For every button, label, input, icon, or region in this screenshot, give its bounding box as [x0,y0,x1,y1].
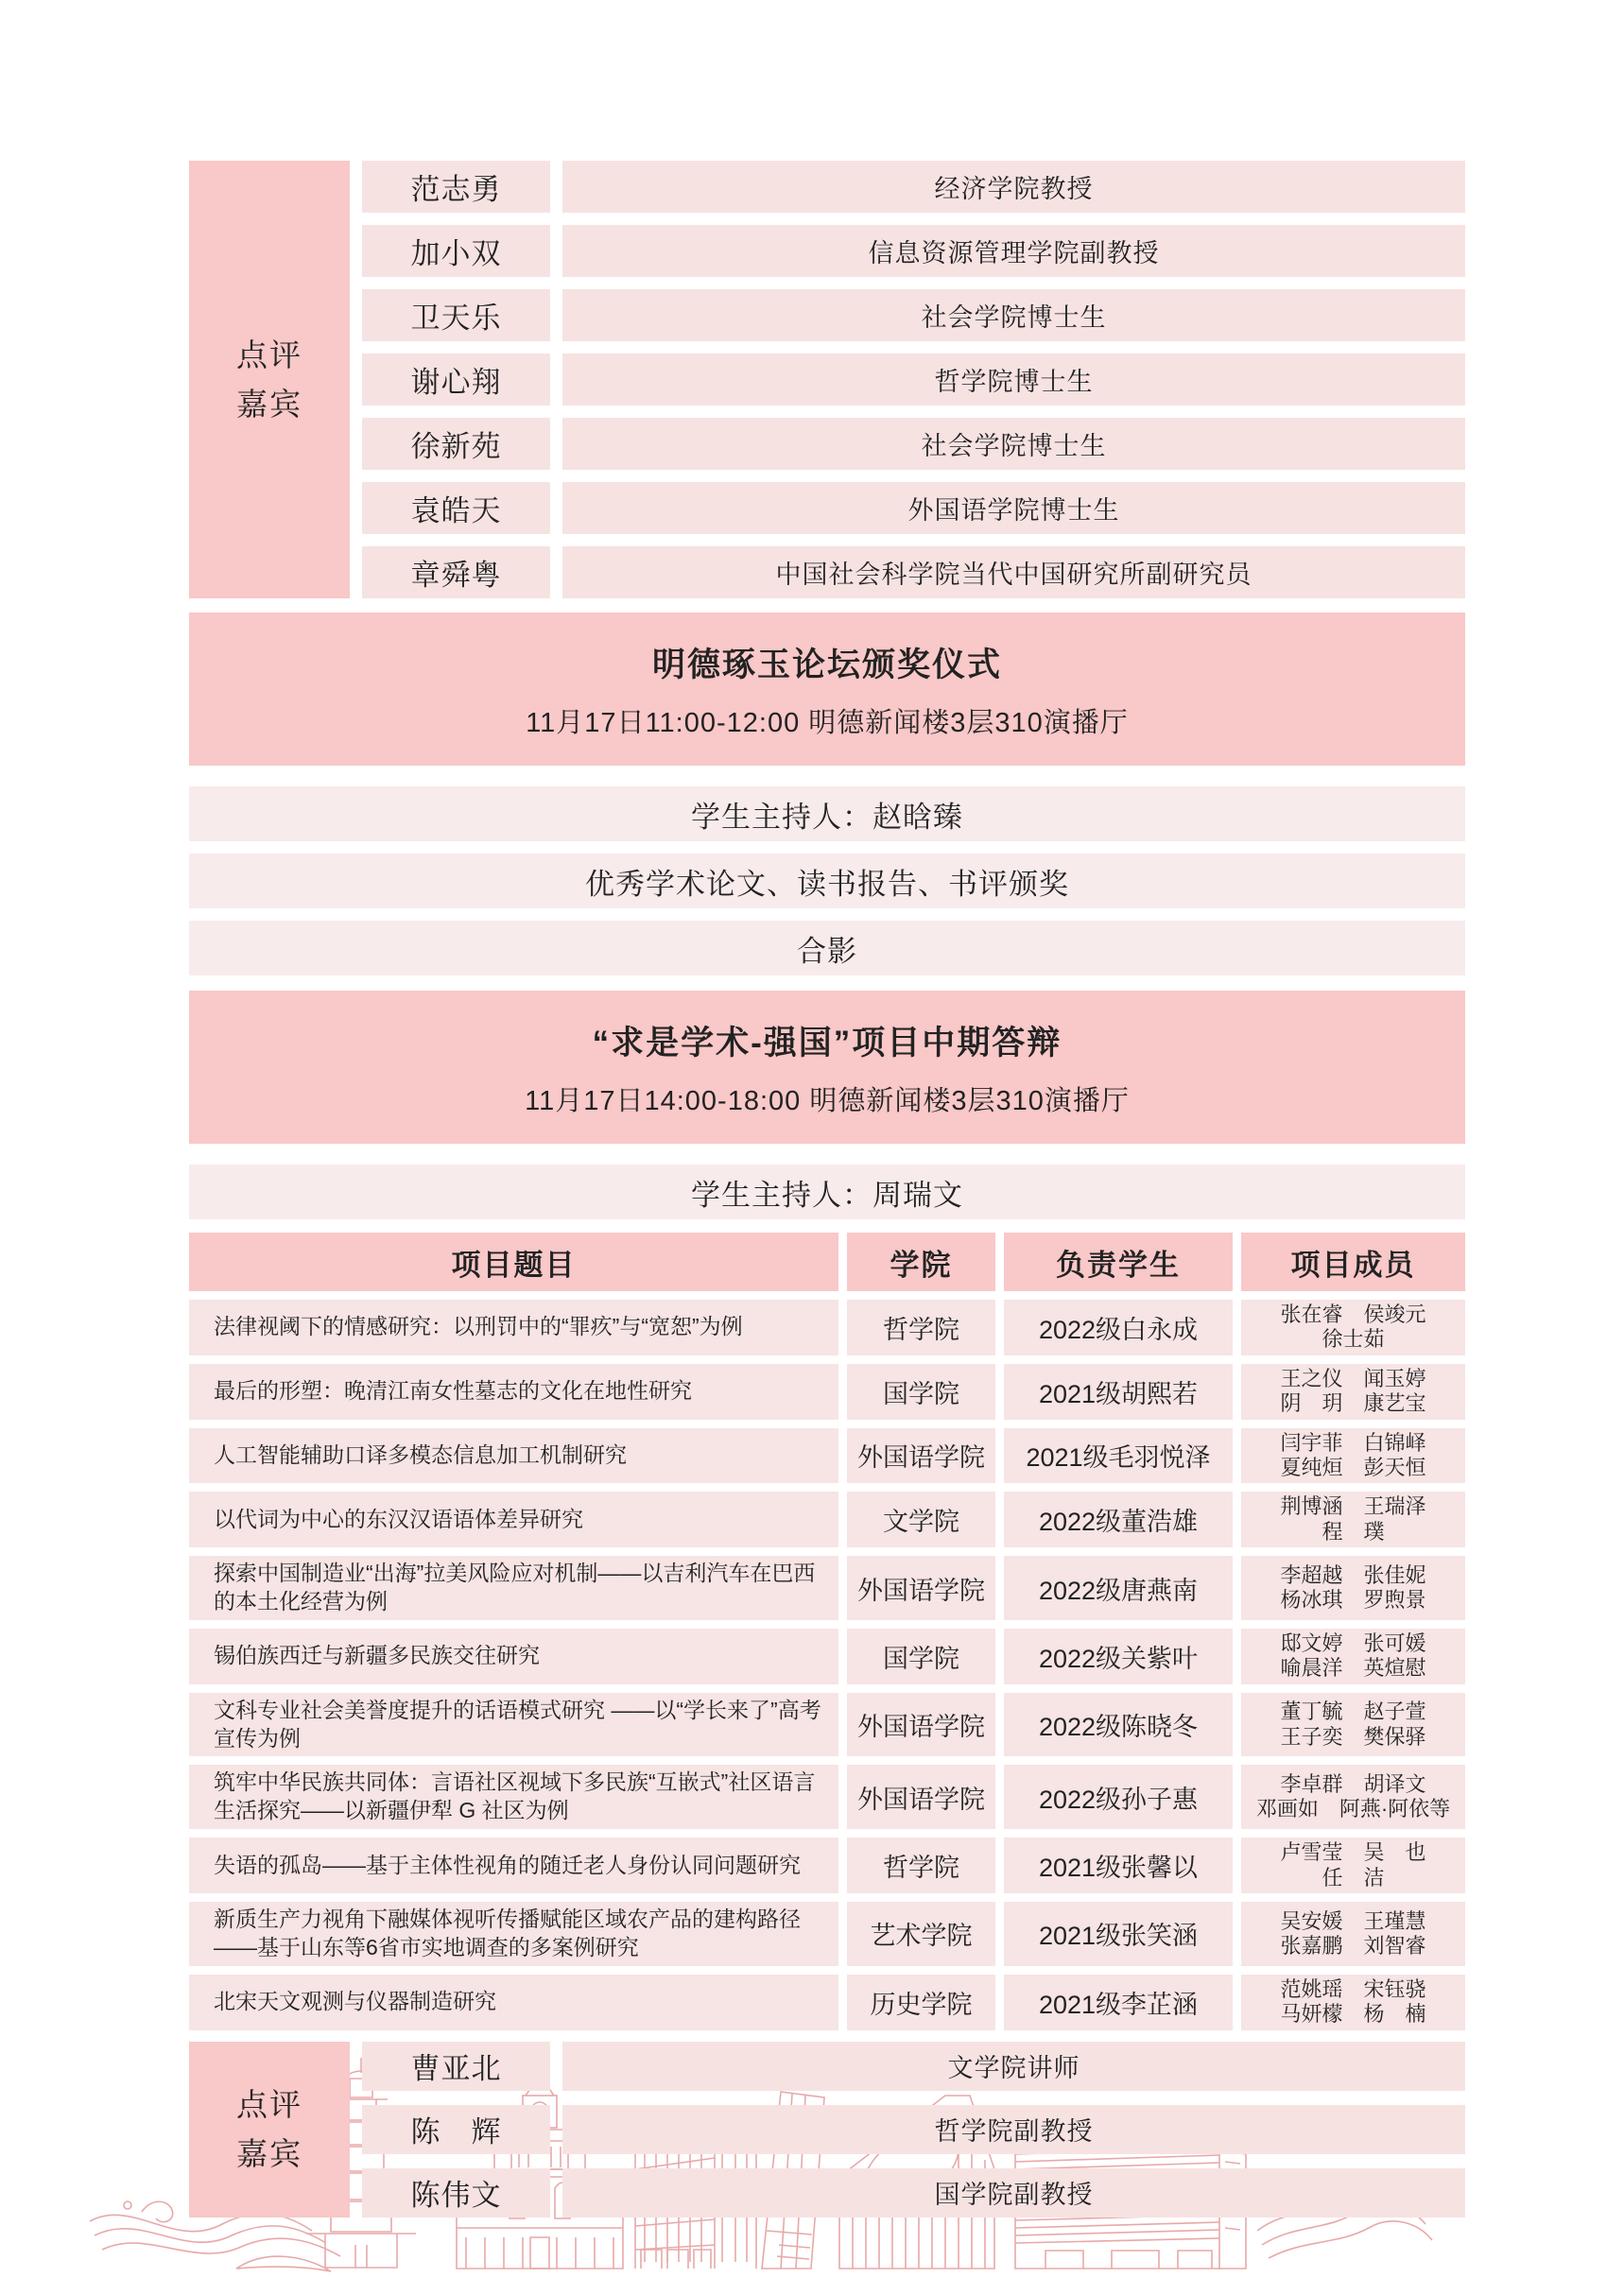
project-leader: 2022级董浩雄 [1004,1492,1233,1547]
members-line: 李卓群 胡译文 [1280,1771,1426,1796]
project-title: 锡伯族西迁与新疆多民族交往研究 [189,1629,838,1684]
project-leader: 2022级关紫叶 [1004,1629,1233,1684]
project-title: 最后的形塑：晚清江南女性墓志的文化在地性研究 [189,1364,838,1420]
project-title: 探索中国制造业“出海”拉美风险应对机制——以吉利汽车在巴西的本土化经营为例 [189,1556,838,1620]
table-row [189,1492,1465,1547]
project-leader: 2022级白永成 [1004,1300,1233,1355]
commentators-rows [362,2042,1465,2218]
members-line: 闫宇菲 白锦峄 [1280,1430,1426,1455]
project-leader: 2022级唐燕南 [1004,1556,1233,1620]
members-line: 夏纯烜 彭天恒 [1280,1455,1426,1479]
commentators-rows [362,161,1465,598]
members-line: 邸文婷 张可媛 [1280,1631,1426,1655]
project-title: 失语的孤岛——基于主体性视角的随迁老人身份认同问题研究 [189,1838,838,1893]
guest-title: 中国社会科学院当代中国研究所副研究员 [562,546,1465,598]
award-host-band: 学生主持人：赵晗臻 [189,786,1465,841]
table-row [362,546,1465,598]
top-commentators-table [189,161,1465,598]
table-row [362,225,1465,277]
table-row [189,1556,1465,1620]
members-line: 任 洁 [1322,1865,1385,1890]
project-title: 新质生产力视角下融媒体视听传播赋能区域农产品的建构路径——基于山东等6省市实地调查的多案例研究 [189,1902,838,1966]
guest-name: 加小双 [362,225,550,277]
project-leader: 2021级毛羽悦泽 [1004,1428,1233,1484]
commentators-label [189,161,350,598]
project-title: 人工智能辅助口译多模态信息加工机制研究 [189,1428,838,1484]
table-row [189,1629,1465,1684]
project-title: 文科专业社会美誉度提升的话语模式研究 ——以“学长来了”高考宣传为例 [189,1693,838,1757]
project-school: 国学院 [847,1364,995,1420]
bottom-commentators-table [189,2042,1465,2218]
project-leader: 2021级李芷涵 [1004,1975,1233,2030]
project-leader: 2021级张笑涵 [1004,1902,1233,1966]
table-row [189,1693,1465,1757]
table-row [362,161,1465,213]
guest-title: 国学院副教授 [562,2168,1465,2218]
table-row [362,354,1465,406]
project-members [1241,1364,1465,1420]
members-line: 荆博涵 王瑞泽 [1280,1494,1426,1519]
guest-title: 社会学院博士生 [562,289,1465,341]
section-time-place: 11月17日11:00-12:00 明德新闻楼3层310演播厅 [526,707,1129,738]
table-row [362,289,1465,341]
members-line: 阴 玥 康艺宝 [1280,1391,1426,1416]
project-members [1241,1300,1465,1355]
guest-title: 外国语学院博士生 [562,482,1465,534]
project-leader: 2022级陈晓冬 [1004,1693,1233,1757]
table-row [362,2105,1465,2154]
award-ceremony-header [189,613,1465,766]
table-row [189,1428,1465,1484]
section-time-place: 11月17日14:00-18:00 明德新闻楼3层310演播厅 [525,1085,1130,1116]
project-school: 外国语学院 [847,1765,995,1829]
commentators-label-line1: 点评 [236,2087,302,2123]
guest-name: 袁皓天 [362,482,550,534]
guest-title: 哲学院博士生 [562,354,1465,406]
project-school: 历史学院 [847,1975,995,2030]
commentators-label-line2: 嘉宾 [236,2135,302,2171]
guest-name: 谢心翔 [362,354,550,406]
project-members [1241,1556,1465,1620]
guest-name: 陈 辉 [362,2105,550,2154]
guest-title: 经济学院教授 [562,161,1465,213]
section-title: 明德琢玉论坛颁奖仪式 [651,646,1002,683]
defense-host-band: 学生主持人：周瑞文 [189,1165,1465,1219]
schedule-content [189,161,1465,2218]
project-school: 哲学院 [847,1838,995,1893]
guest-name: 曹亚北 [362,2042,550,2091]
members-line: 董丁毓 赵子萱 [1280,1700,1426,1724]
project-table-header [189,1233,1465,1291]
members-line: 王之仪 闻玉婷 [1280,1366,1426,1390]
members-line: 喻晨洋 英煊慰 [1280,1656,1426,1681]
project-school: 艺术学院 [847,1902,995,1966]
project-members [1241,1629,1465,1684]
members-line: 徐士茹 [1322,1327,1385,1352]
project-title: 以代词为中心的东汉汉语语体差异研究 [189,1492,838,1547]
members-line: 王子奕 樊保驿 [1280,1724,1426,1749]
members-line: 吴安媛 王瑾慧 [1280,1908,1426,1933]
members-line: 邓画如 阿燕·阿依等 [1255,1797,1451,1821]
group-photo-band: 合影 [189,921,1465,975]
guest-title: 文学院讲师 [562,2042,1465,2091]
table-row [189,1902,1465,1966]
guest-title: 信息资源管理学院副教授 [562,225,1465,277]
guest-name: 陈伟文 [362,2168,550,2218]
project-school: 外国语学院 [847,1693,995,1757]
project-title: 筑牢中华民族共同体：言语社区视域下多民族“互嵌式”社区语言生活探究——以新疆伊犁 G 社区为例 [189,1765,838,1829]
header-leader: 负责学生 [1004,1233,1233,1291]
header-school: 学院 [847,1233,995,1291]
table-row [189,1364,1465,1420]
table-row [189,1300,1465,1355]
project-leader: 2021级胡熙若 [1004,1364,1233,1420]
header-members: 项目成员 [1241,1233,1465,1291]
project-school: 国学院 [847,1629,995,1684]
guest-title: 哲学院副教授 [562,2105,1465,2154]
project-members [1241,1492,1465,1547]
members-line: 张在睿 侯竣元 [1280,1303,1426,1326]
project-members [1241,1765,1465,1829]
project-members [1241,1838,1465,1893]
commentators-label-line2: 嘉宾 [236,386,302,422]
project-members [1241,1975,1465,2030]
defense-header [189,991,1465,1144]
members-line: 张嘉鹏 刘智睿 [1280,1933,1426,1958]
members-line: 李超越 张佳妮 [1280,1562,1426,1587]
table-row [362,418,1465,470]
project-school: 文学院 [847,1492,995,1547]
project-title: 北宋天文观测与仪器制造研究 [189,1975,838,2030]
award-items-band: 优秀学术论文、读书报告、书评颁奖 [189,854,1465,908]
commentators-label-line1: 点评 [236,337,302,373]
project-leader: 2021级张馨以 [1004,1838,1233,1893]
guest-title: 社会学院博士生 [562,418,1465,470]
table-row [189,1975,1465,2030]
guest-name: 章舜粤 [362,546,550,598]
guest-name: 卫天乐 [362,289,550,341]
project-school: 哲学院 [847,1300,995,1355]
project-leader: 2022级孙子惠 [1004,1765,1233,1829]
table-row [189,1838,1465,1893]
guest-name: 范志勇 [362,161,550,213]
project-school: 外国语学院 [847,1428,995,1484]
members-line: 卢雪莹 吴 也 [1280,1840,1426,1865]
table-row [362,2168,1465,2218]
header-project-title: 项目题目 [189,1233,838,1291]
project-table [189,1233,1465,2030]
commentators-label [189,2042,350,2218]
table-row [362,482,1465,534]
members-line: 范姚瑶 宋钰骁 [1280,1976,1426,2001]
section-title: “求是学术-强国”项目中期答辩 [592,1024,1063,1061]
project-members [1241,1693,1465,1757]
members-line: 杨冰琪 罗煦景 [1280,1588,1426,1613]
members-line: 马妍檬 杨 楠 [1280,2002,1426,2027]
project-members [1241,1902,1465,1966]
project-title: 法律视阈下的情感研究：以刑罚中的“罪疚”与“宽恕”为例 [189,1300,838,1355]
project-school: 外国语学院 [847,1556,995,1620]
members-line: 程 璞 [1322,1519,1385,1544]
guest-name: 徐新苑 [362,418,550,470]
table-row [189,1765,1465,1829]
table-row [362,2042,1465,2091]
project-members [1241,1428,1465,1484]
